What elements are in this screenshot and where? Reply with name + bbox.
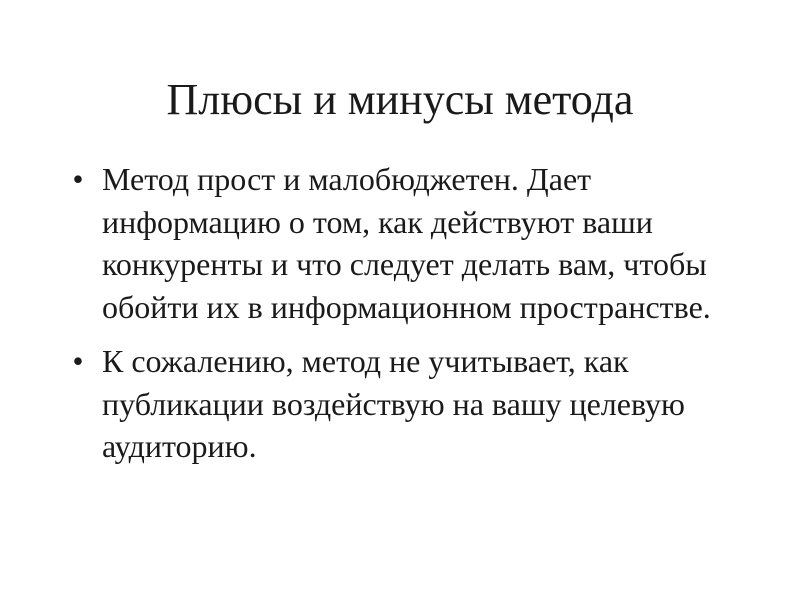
- bullet-item-pros: [64, 158, 744, 328]
- slide-title: Плюсы и минусы метода: [166, 75, 634, 124]
- bullet-dot-icon: •: [72, 343, 84, 379]
- bullet-item-cons: [64, 340, 744, 468]
- bullet-list: [64, 158, 744, 480]
- bullet-text: К сожалению, метод не учитывает, как публикации воздействую на вашу целевую аудиторию.: [102, 343, 685, 464]
- bullet-text: Метод прост и малобюджетен. Дает информацию о том, как действуют ваши конкуренты и что следует делать вам, чтобы обойти их в информационном пространстве.: [102, 161, 711, 325]
- bullet-dot-icon: •: [72, 161, 84, 197]
